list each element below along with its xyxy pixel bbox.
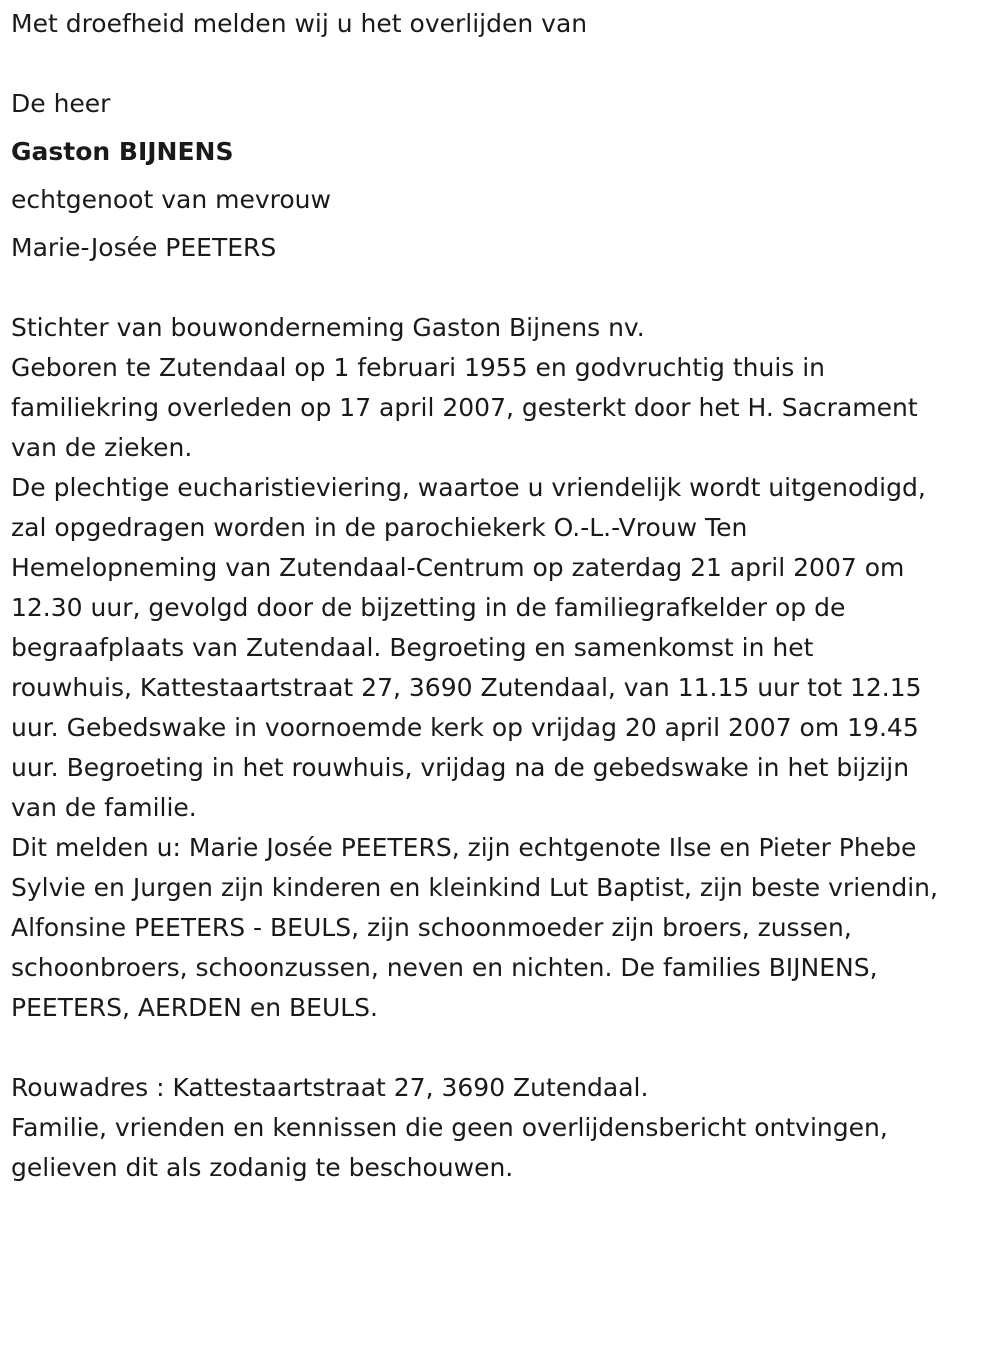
spouse-name: Marie-Josée PEETERS [11,233,277,262]
birth-death-line: van de zieken. [11,433,193,462]
family-line: Dit melden u: Marie Josée PEETERS, zijn echtgenote Ilse en Pieter Phebe [11,833,917,862]
ceremony-line: zal opgedragen worden in de parochiekerk O.-L.-Vrouw Ten [11,513,748,542]
ceremony-line: begraafplaats van Zutendaal. Begroeting en samenkomst in het [11,633,814,662]
intro-line: Met droefheid melden wij u het overlijden van [11,9,588,38]
closing-line: Familie, vrienden en kennissen die geen overlijdensbericht ontvingen, [11,1113,888,1142]
death-notice [11,4,993,1188]
mourning-address: Rouwadres : Kattestaartstraat 27, 3690 Zutendaal. [11,1073,649,1102]
ceremony-line: uur. Begroeting in het rouwhuis, vrijdag na de gebedswake in het bijzijn [11,753,910,782]
founder-line: Stichter van bouwonderneming Gaston Bijnens nv. [11,313,645,342]
closing-paragraph [11,1108,993,1188]
family-line: schoonbroers, schoonzussen, neven en nichten. De families BIJNENS, [11,953,878,982]
ceremony-line: 12.30 uur, gevolgd door de bijzetting in de familiegrafkelder op de [11,593,846,622]
closing-line: gelieven dit als zodanig te beschouwen. [11,1153,514,1182]
family-line: Alfonsine PEETERS - BEULS, zijn schoonmoeder zijn broers, zussen, [11,913,852,942]
ceremony-paragraph [11,468,993,828]
birth-death-line: Geboren te Zutendaal op 1 februari 1955 en godvruchtig thuis in [11,353,826,382]
family-paragraph [11,828,993,1028]
ceremony-line: rouwhuis, Kattestaartstraat 27, 3690 Zutendaal, van 11.15 uur tot 12.15 [11,673,922,702]
deceased-name: Gaston BIJNENS [11,137,234,166]
ceremony-line: van de familie. [11,793,197,822]
ceremony-line: De plechtige eucharistieviering, waartoe u vriendelijk wordt uitgenodigd, [11,473,926,502]
birth-death-paragraph [11,348,993,468]
ceremony-line: Hemelopneming van Zutendaal-Centrum op zaterdag 21 april 2007 om [11,553,905,582]
family-line: PEETERS, AERDEN en BEULS. [11,993,378,1022]
birth-death-line: familiekring overleden op 17 april 2007, gesterkt door het H. Sacrament [11,393,918,422]
salutation: De heer [11,89,111,118]
family-line: Sylvie en Jurgen zijn kinderen en kleinkind Lut Baptist, zijn beste vriendin, [11,873,938,902]
spouse-intro: echtgenoot van mevrouw [11,185,331,214]
ceremony-line: uur. Gebedswake in voornoemde kerk op vrijdag 20 april 2007 om 19.45 [11,713,919,742]
